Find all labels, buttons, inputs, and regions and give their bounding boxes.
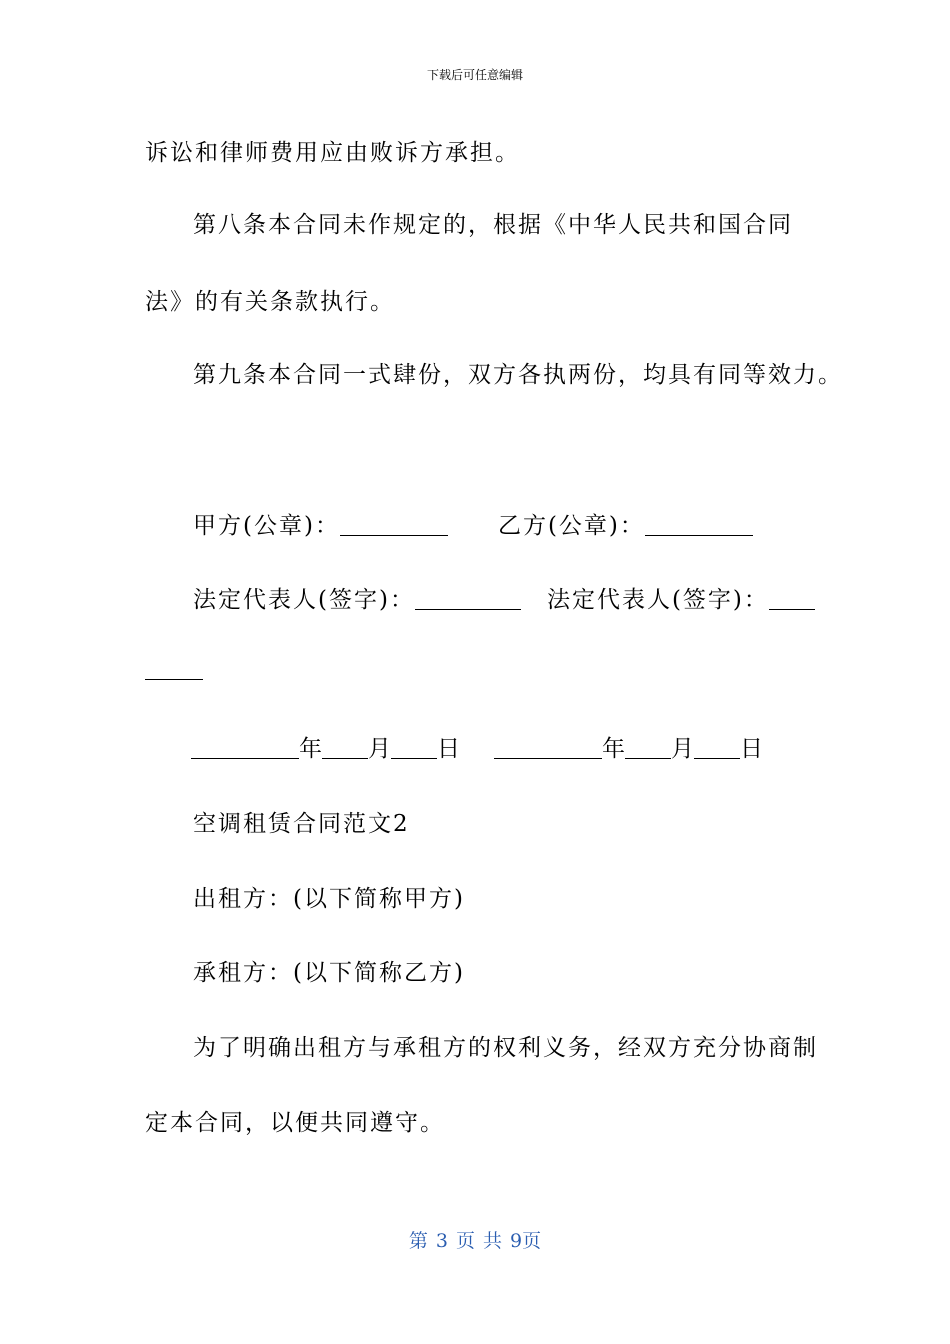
paragraph-line: 第九条本合同一式肆份，双方各执两份，均具有同等效力。 xyxy=(193,362,843,388)
paragraph-line: 定本合同，以便共同遵守。 xyxy=(145,1110,445,1136)
date-b-day: 日 xyxy=(740,736,763,762)
date-b-year: 年 xyxy=(602,736,625,762)
date-a-day: 日 xyxy=(437,736,460,762)
rep-a-label: 法定代表人(签字)： xyxy=(193,587,415,613)
party-b-blank xyxy=(645,513,753,536)
representative-row xyxy=(193,581,815,614)
date-a-day-blank xyxy=(391,736,437,759)
page-label: 共 xyxy=(483,1230,503,1252)
date-b-month-blank xyxy=(625,736,671,759)
paragraph-line: 第八条本合同未作规定的，根据《中华人民共和国合同 xyxy=(193,212,793,238)
rep-b-label: 法定代表人(签字)： xyxy=(546,587,769,613)
date-row xyxy=(191,730,763,763)
date-a-month-blank xyxy=(322,736,368,759)
party-b-label: 乙方(公章)： xyxy=(497,513,645,539)
page-footer xyxy=(0,1226,950,1253)
paragraph-line: 法》的有关条款执行。 xyxy=(145,289,395,315)
date-a-month: 月 xyxy=(368,736,391,762)
page-header: 下载后可任意编辑 xyxy=(426,68,523,82)
date-a-year-blank xyxy=(191,736,299,759)
rep-a-blank xyxy=(415,587,521,610)
date-b-year-blank xyxy=(494,736,602,759)
lessee-line: 承租方：(以下简称乙方) xyxy=(193,960,465,986)
paragraph-line: 为了明确出租方与承租方的权利义务，经双方充分协商制 xyxy=(193,1035,818,1061)
page-total: 9页 xyxy=(510,1230,542,1252)
party-a-label: 甲方(公章)： xyxy=(193,513,340,539)
rep-b-blank xyxy=(769,587,815,610)
lessor-line: 出租方：(以下简称甲方) xyxy=(193,886,465,912)
paragraph-line: 诉讼和律师费用应由败诉方承担。 xyxy=(145,140,520,166)
party-a-blank xyxy=(340,513,448,536)
page-label: 第 xyxy=(408,1230,428,1252)
page-number: 3 xyxy=(435,1230,448,1252)
date-a-year: 年 xyxy=(299,736,322,762)
representative-row-wrap xyxy=(145,657,203,683)
party-seal-row xyxy=(193,507,753,540)
date-b-month: 月 xyxy=(671,736,694,762)
rep-b-blank-cont xyxy=(145,657,203,680)
date-b-day-blank xyxy=(694,736,740,759)
section-title: 空调租赁合同范文2 xyxy=(193,811,410,837)
page-label: 页 xyxy=(455,1230,475,1252)
